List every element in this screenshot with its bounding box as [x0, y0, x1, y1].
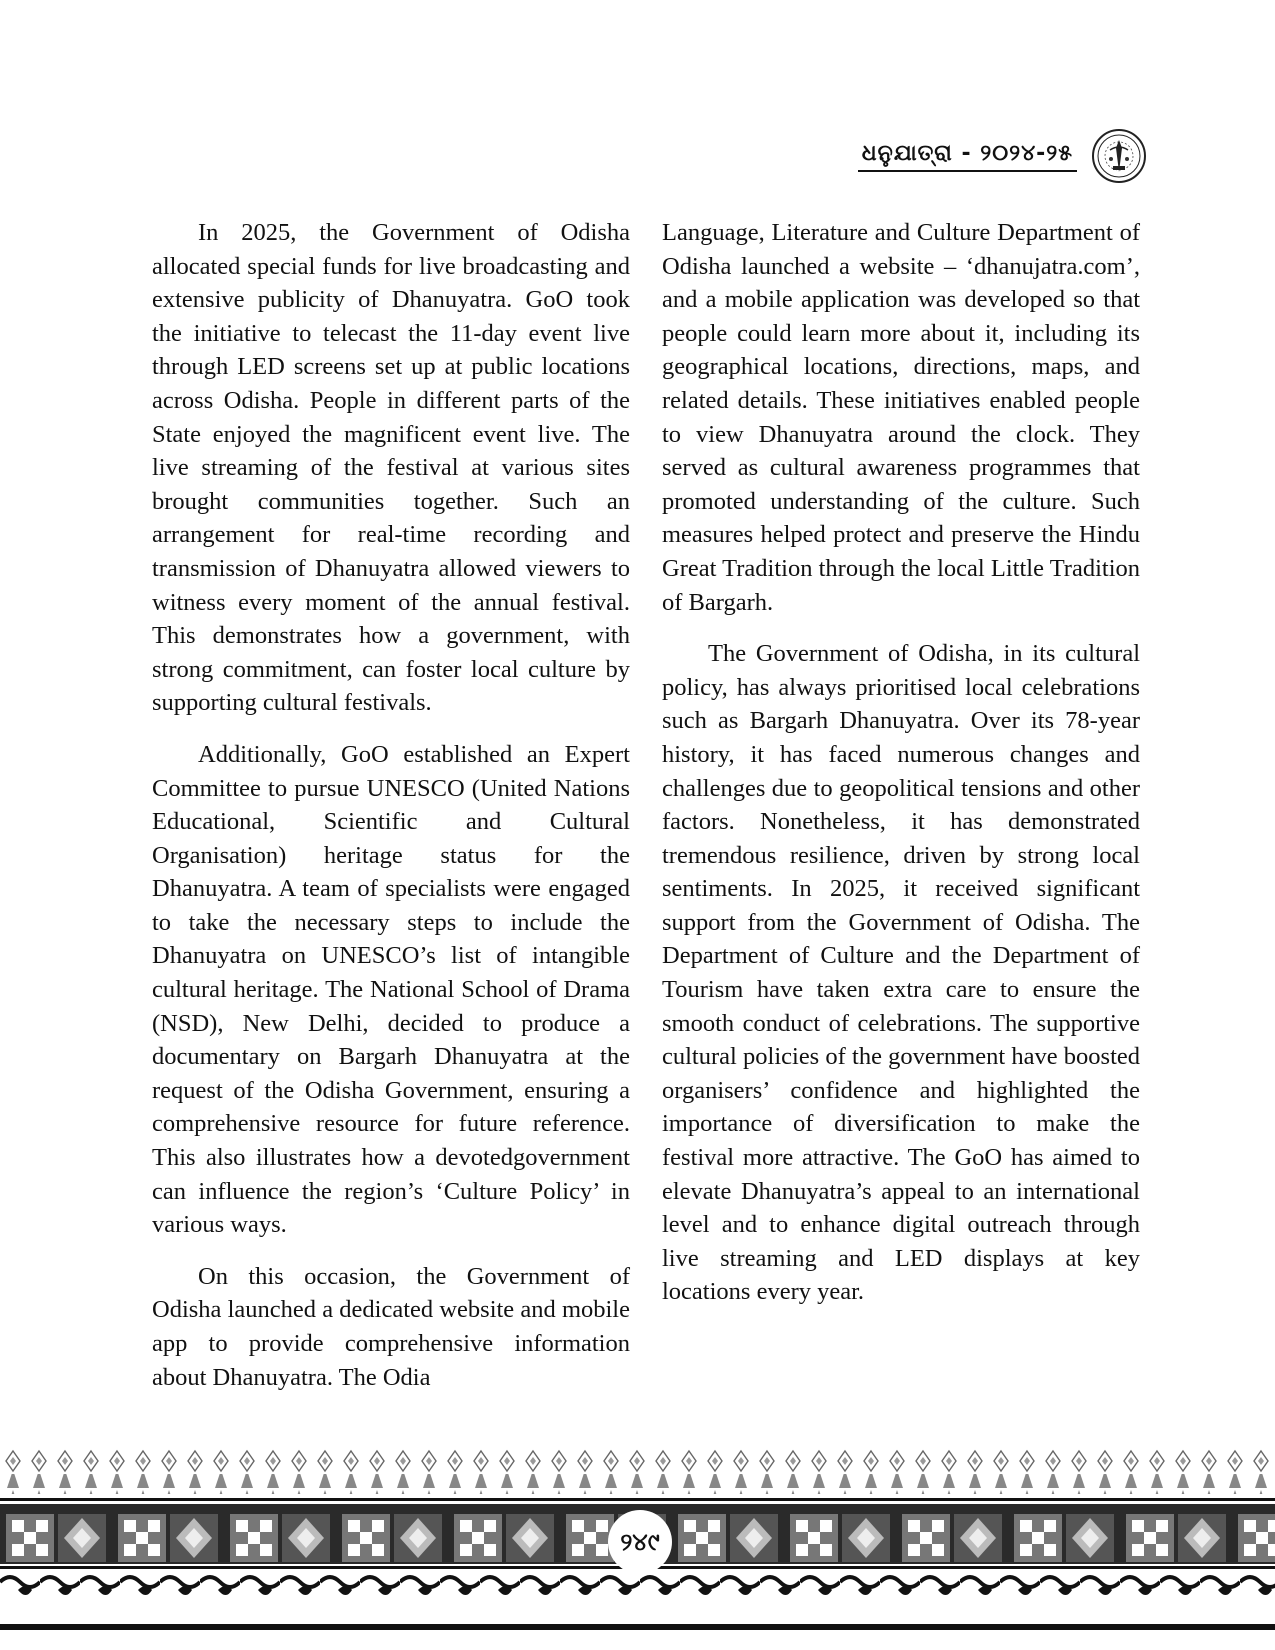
- paragraph: Additionally, GoO established an Expert Committee to pursue UNESCO (United Nations Educational, Scientific and Cultural Organisation) heritage status for the Dhanuyatra. A team of specialists were engaged to take the necessary steps to include the Dhanuyatra on UNESCO’s list of intangible cultural heritage. The National School of Drama (NSD), New Delhi, decided to produce a documentary on Bargarh Dhanuyatra at the request of the Odisha Government, ensuring a comprehensive resource for future reference. This also illustrates how a devotedgovernment can influence the region’s ‘Culture Policy’ in various ways.: [152, 740, 630, 1239]
- paragraph: Language, Literature and Culture Department of Odisha launched a website – ‘dhanujatra.com’, and a mobile application was developed so that people could learn more about it, including its geographical locations, directions, maps, and related details. These initiatives enabled people to view Dhanuyatra around the clock. They served as cultural awareness programmes that promoted understanding of the culture. Such measures helped protect and preserve the Hindu Great Tradition through the local Little Tradition of Bargarh.: [662, 219, 1140, 616]
- article-body: [152, 216, 1140, 1426]
- running-title: ଧନୁଯାତ୍ରା - ୨୦୨୪-୨୫: [858, 141, 1077, 172]
- odisha-government-seal-icon: [1091, 128, 1147, 184]
- right-column: [662, 216, 1140, 1426]
- paragraph: On this occasion, the Government of Odisha launched a dedicated website and mobile app to provide comprehensive information about Dhanuyatra. The Odia: [152, 1262, 630, 1391]
- page-number: ୨୪୯: [608, 1510, 672, 1574]
- running-header: [858, 128, 1147, 184]
- left-column: [152, 216, 630, 1426]
- paragraph: The Government of Odisha, in its cultural policy, has always prioritised local celebrations such as Bargarh Dhanuyatra. Over its 78-year history, it has faced numerous changes and challenges due to geopolitical tensions and other factors. Nonetheless, it has demonstrated tremendous resilience, driven by strong local sentiments. In 2025, it received significant support from the Government of Odisha. The Department of Culture and the Department of Tourism have taken extra care to ensure the smooth conduct of celebrations. The supportive cultural policies of the government have boosted organisers’ confidence and highlighted the importance of diversification to make the festival more attractive. The GoO has aimed to elevate Dhanuyatra’s appeal to an international level and to enhance digital outreach through live streaming and LED displays at key locations every year.: [662, 640, 1140, 1306]
- paragraph: In 2025, the Government of Odisha allocated special funds for live broadcasting and extensive publicity of Dhanuyatra. GoO took the initiative to telecast the 11-day event live through LED screens set up at public locations across Odisha. People in different parts of the State enjoyed the magnificent event live. The live streaming of the festival at various sites brought communities together. Such an arrangement for real-time recording and transmission of Dhanuyatra allowed viewers to witness every moment of the annual festival. This demonstrates how a government, with strong commitment, can foster local culture by supporting cultural festivals.: [152, 219, 630, 717]
